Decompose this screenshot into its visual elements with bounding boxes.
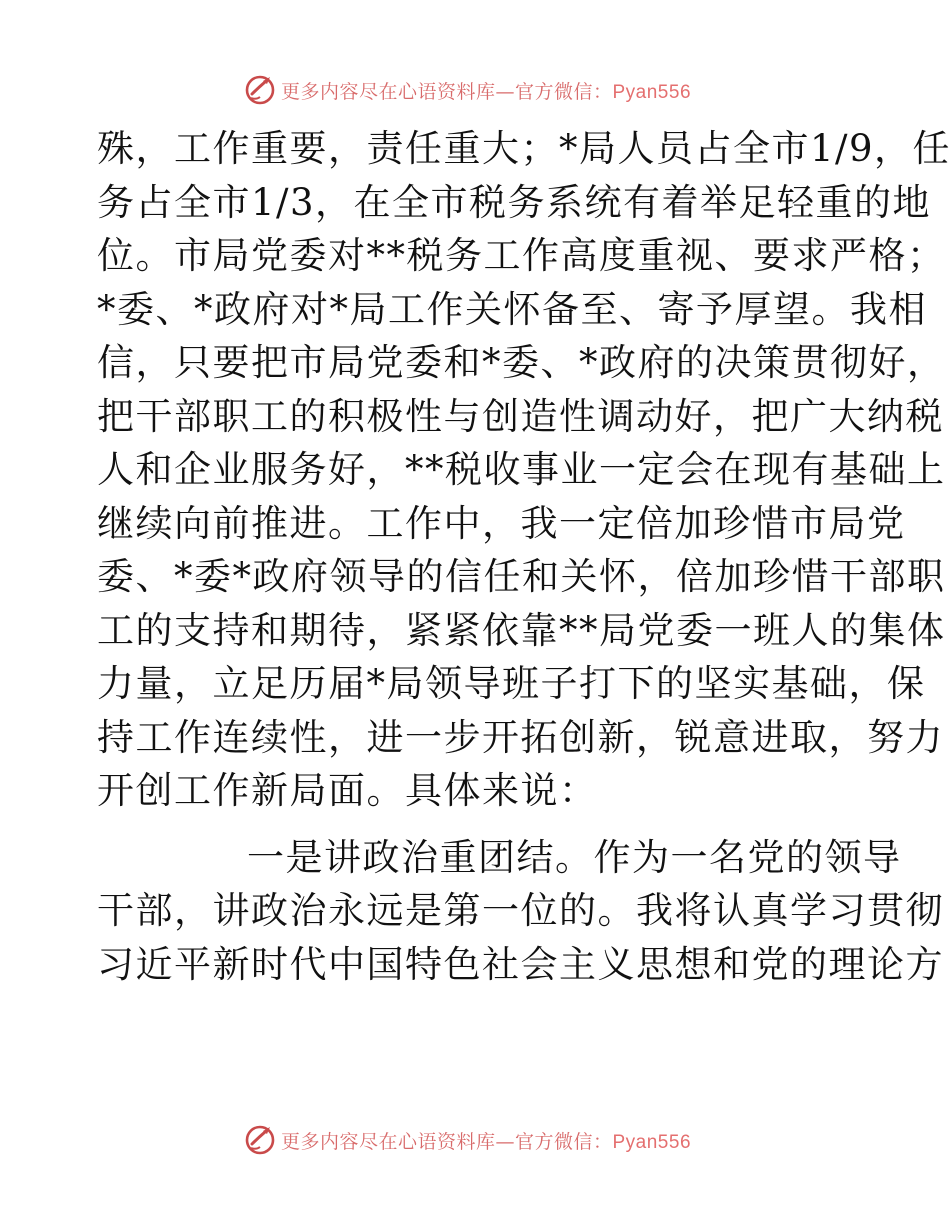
- watermark-text: 更多内容尽在心语资料库—官方微信：Pyan556: [280, 80, 692, 103]
- text-line: 继续向前推进。工作中，我一定倍加珍惜市局党: [97, 501, 906, 545]
- text-line: 一是讲政治重团结。作为一名党的领导: [247, 835, 902, 879]
- text-line: *委、*政府对*局工作关怀备至、寄予厚望。我相: [97, 287, 927, 331]
- header-watermark: [0, 70, 950, 110]
- watermark-group: [243, 73, 691, 107]
- document-body: [97, 122, 951, 991]
- text-line: 力量，立足历届*局领导班子打下的坚实基础，保: [97, 662, 926, 705]
- paragraph-1: [97, 122, 951, 818]
- text-line: 开创工作新局面。具体来说：: [97, 769, 598, 812]
- text-line: 位。市局党委对**税务工作高度重视、要求严格；: [97, 234, 946, 277]
- text-line: 殊，工作重要，责任重大；*局人员占全市1/9，任: [97, 127, 951, 170]
- brand-logo-icon: [243, 73, 277, 107]
- text-line: 把干部职工的积极性与创造性调动好，把广大纳税: [97, 394, 944, 438]
- paragraph-2: [97, 831, 944, 992]
- brand-logo-icon: [243, 1123, 277, 1157]
- text-line: 委、*委*政府领导的信任和关怀，倍加珍惜干部职: [97, 555, 946, 598]
- watermark-id: Pyan556: [612, 81, 692, 103]
- footer-watermark: [0, 1120, 950, 1160]
- paragraph-spacer: [97, 818, 857, 831]
- watermark-text: 更多内容尽在心语资料库—官方微信：Pyan556: [280, 1130, 692, 1153]
- text-line: 信，只要把市局党委和*委、*政府的决策贯彻好，: [97, 341, 946, 384]
- text-line: 务占全市1/3，在全市税务系统有着举足轻重的地: [97, 180, 932, 224]
- watermark-group: [243, 1123, 691, 1157]
- watermark-id: Pyan556: [612, 1131, 692, 1153]
- text-line: 持工作连续性，进一步开拓创新，锐意进取，努力: [97, 715, 944, 759]
- text-line: 工的支持和期待，紧紧依靠**局党委一班人的集体: [97, 608, 946, 652]
- text-line: 人和企业服务好，**税收事业一定会在现有基础上: [97, 448, 946, 491]
- text-line: 习近平新时代中国特色社会主义思想和党的理论方: [97, 942, 944, 986]
- text-line: 干部，讲政治永远是第一位的。我将认真学习贯彻: [97, 889, 944, 932]
